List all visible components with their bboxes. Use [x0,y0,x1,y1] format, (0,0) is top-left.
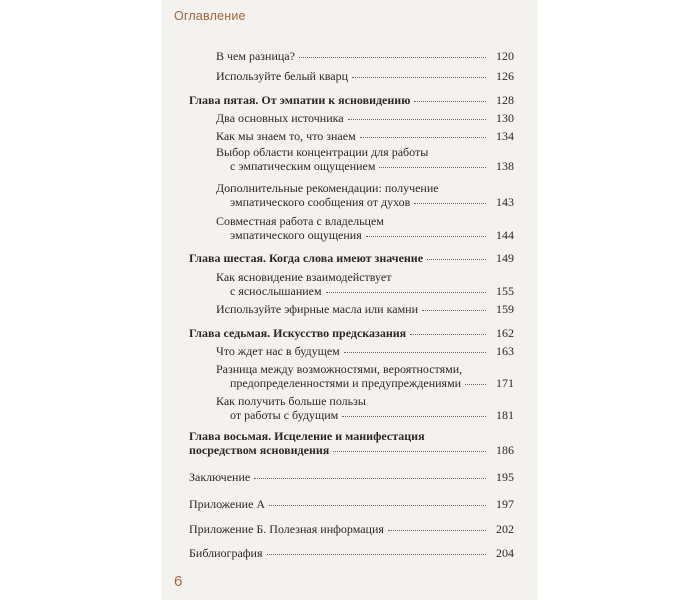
toc-entry-title: предопределенностями и предупреждениями [230,376,462,390]
leader-dots [366,236,486,237]
toc-entry-title: Как ясновидение взаимодействует [216,270,392,284]
toc-entry-page: 204 [496,546,514,560]
toc-entry-title: Что ждет нас в будущем [216,344,340,358]
toc-entry-title: Глава пятая. От эмпатии к ясновидению [189,93,411,107]
toc-entry-title: с яснослышанием [230,284,322,298]
toc-entry [216,129,514,143]
toc-entry-title: Разница между возможностями, вероятностями, [216,362,463,376]
toc-entry-page: 138 [496,159,514,173]
toc-entry-page: 195 [496,470,514,484]
toc-entry [189,546,514,560]
toc-entry-page: 181 [496,408,514,422]
toc-entry-title: эмпатического сообщения от духов [230,195,411,209]
leader-dots [344,352,486,353]
toc-entry-page: 171 [496,376,514,390]
leader-dots [388,530,486,531]
toc-entry-title: Глава седьмая. Искусство предсказания [189,326,407,340]
leader-dots [410,334,486,335]
toc-entry-page: 120 [496,49,514,63]
toc-entry-title: с эмпатическим ощущением [230,159,376,173]
toc-entry [216,214,514,242]
leader-dots [299,57,486,58]
toc-entry-page: 149 [496,251,514,265]
leader-dots [379,167,486,168]
page-header: Оглавление [174,9,246,23]
toc-entry-page: 162 [496,326,514,340]
toc-entry [216,181,514,209]
toc-entry-page: 144 [496,228,514,242]
toc-entry-title: от работы с будущим [230,408,339,422]
leader-dots [342,416,486,417]
leader-dots [254,478,486,479]
toc-entry-page: 134 [496,129,514,143]
toc-entry-title: Используйте эфирные масла или камни [216,302,419,316]
page-number: 6 [174,573,183,590]
toc-entry-page: 130 [496,111,514,125]
toc-entry-page: 143 [496,195,514,209]
toc-entry-title: Заключение [189,470,251,484]
toc-entry [189,470,514,484]
toc-entry-title: Дополнительные рекомендации: получение [216,181,439,195]
toc-entry-title: Глава восьмая. Исцеление и манифестация [189,429,425,443]
toc-entry [189,429,514,457]
toc-entry [216,69,514,83]
toc-entry-page: 197 [496,497,514,511]
leader-dots [465,384,486,385]
toc-entry [216,145,514,173]
toc-entry-title: Два основных источника [216,111,344,125]
toc-entry [216,362,514,390]
leader-dots [269,505,486,506]
toc-entry [189,497,514,511]
toc-entry-title: Выбор области концентрации для работы [216,145,429,159]
toc-entry [189,326,514,340]
toc-entry [189,251,514,265]
toc-entry-title: Используйте белый кварц [216,69,349,83]
leader-dots [360,137,486,138]
toc-entry-page: 128 [496,93,514,107]
toc-entry [216,344,514,358]
toc-entry [189,522,514,536]
leader-dots [348,119,486,120]
leader-dots [267,554,487,555]
toc-entry-title: Библиография [189,546,263,560]
toc-entry [216,49,514,63]
toc-entry-title: посредством ясновидения [189,443,330,457]
toc-entry [216,270,514,298]
toc-entry-page: 202 [496,522,514,536]
leader-dots [326,292,486,293]
toc-entry-page: 186 [496,443,514,457]
toc-entry-page: 155 [496,284,514,298]
leader-dots [352,77,486,78]
toc-entry-title: В чем разница? [216,49,295,63]
toc-entry-page: 126 [496,69,514,83]
toc-entry-title: эмпатического ощущения [230,228,362,242]
toc-entry [189,93,514,107]
toc-entry [216,394,514,422]
leader-dots [414,203,486,204]
toc-entry-title: Глава шестая. Когда слова имеют значение [189,251,424,265]
leader-dots [422,310,486,311]
leader-dots [333,451,486,452]
toc-entry [216,302,514,316]
toc-entry-page: 159 [496,302,514,316]
toc-entry-title: Как мы знаем то, что знаем [216,129,356,143]
toc-entry [216,111,514,125]
toc-entry-page: 163 [496,344,514,358]
leader-dots [427,259,486,260]
toc-entry-title: Совместная работа с владельцем [216,214,384,228]
toc-entry-title: Приложение Б. Полезная информация [189,522,384,536]
leader-dots [414,101,486,102]
toc-entry-title: Как получить больше пользы [216,394,366,408]
toc-entry-title: Приложение А [189,497,266,511]
